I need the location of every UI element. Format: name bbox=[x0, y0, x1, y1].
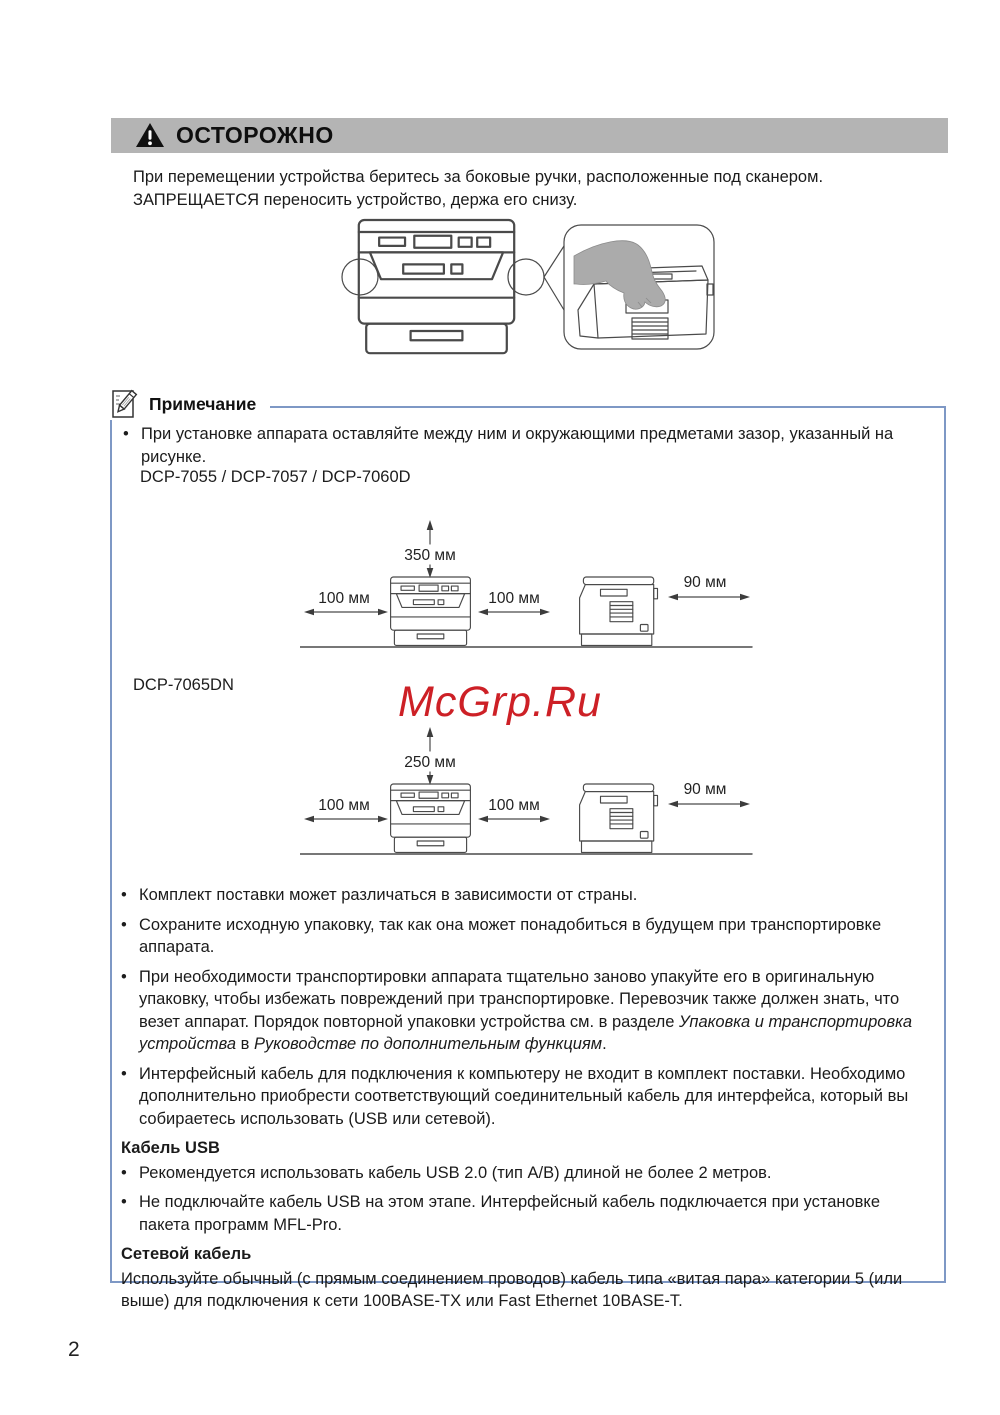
warning-triangle-icon bbox=[135, 122, 165, 149]
bullet-dot: • bbox=[123, 425, 129, 443]
note-title: Примечание bbox=[149, 393, 257, 414]
clearance-diagram-b bbox=[300, 720, 755, 860]
warning-line-1: При перемещении устройства беритесь за боковые ручки, расположенные под сканером. bbox=[133, 168, 824, 186]
network-cable-body: Используйте обычный (с прямым соединением проводов) кабель типа «витая пара» категории 5 (или выше) для подключения к сети 100BASE-TX или Fast Ethernet 10BASE-T. bbox=[121, 1269, 903, 1310]
clearance-diagram-a bbox=[300, 513, 755, 653]
italic-ref-1: Упаковка и транспортировка устройства bbox=[139, 1012, 913, 1053]
clearance-right-label: 100 мм bbox=[488, 797, 540, 814]
clearance-left-label: 100 мм bbox=[318, 590, 370, 607]
clearance-left-label: 100 мм bbox=[318, 797, 370, 814]
model-list-a: DCP-7055 / DCP-7057 / DCP-7060D bbox=[140, 468, 411, 486]
list-item-text: При необходимости транспортировки аппарата тщательно заново упакуйте его в оригинальную упаковку, чтобы избежать повреждений при транспортировке. Перевозчик также должен знать, что везет аппарат. Порядок повторной упаковки устройства см. в разделе Упаковка и транспортировка устройства в Руководстве по дополнительным функциям. bbox=[139, 967, 913, 1053]
list-item-text: Интерфейсный кабель для подключения к компьютеру не входит в комплект поставки. Необходимо дополнительно приобрести соответствующий соединительный кабель для интерфейса, который вы собираетесь использовать (USB или сетевой). bbox=[139, 1064, 909, 1128]
clearance-bullet-text: При установке аппарата оставляйте между ним и окружающими предметами зазор, указанный на рисунке. bbox=[141, 425, 894, 466]
page-number: 2 bbox=[68, 1338, 80, 1361]
list-item: • Интерфейсный кабель для подключения к компьютеру не входит в комплект поставки. Необходимо дополнительно приобрести соответствующий соединительный кабель для интерфейса, который вы собираетесь использовать (USB или сетевой). bbox=[121, 1063, 935, 1131]
list-item-text: Сохраните исходную упаковку, так как она может понадобиться в будущем при транспортировке аппарата. bbox=[139, 915, 882, 956]
watermark: McGrp.Ru bbox=[398, 678, 602, 726]
clearance-top-label: 350 мм bbox=[404, 547, 456, 564]
usb-cable-heading: Кабель USB bbox=[121, 1139, 220, 1157]
clearance-right-label: 100 мм bbox=[488, 590, 540, 607]
clearance-side-label: 90 мм bbox=[683, 574, 727, 591]
hand-illustration bbox=[574, 241, 665, 309]
list-item: • Сохраните исходную упаковку, так как она может понадобиться в будущем при транспортировке аппарата. bbox=[121, 914, 935, 959]
warning-header bbox=[111, 118, 948, 153]
network-cable-heading: Сетевой кабель bbox=[121, 1245, 252, 1263]
warning-text bbox=[133, 166, 933, 212]
italic-ref-2: Руководстве по дополнительным функциям bbox=[253, 1035, 603, 1053]
list-item: • Рекомендуется использовать кабель USB 2.0 (тип A/B) длиной не более 2 метров. bbox=[121, 1162, 935, 1185]
clearance-top-label: 250 мм bbox=[404, 754, 456, 771]
clearance-bullet bbox=[123, 423, 935, 468]
note-memo-icon bbox=[110, 389, 140, 419]
list-item-transport: • При необходимости транспортировки аппарата тщательно заново упакуйте его в оригинальную упаковку, чтобы избежать повреждений при транспортировке. Перевозчик также должен знать, что везет аппарат. Порядок повторной упаковки устройства см. в разделе Упаковка и транспортировка устройства в Руководстве по дополнительным функциям. bbox=[121, 966, 935, 1056]
printer-carry-illustration bbox=[330, 214, 750, 366]
model-label-b: DCP-7065DN bbox=[133, 676, 234, 694]
note-section-header bbox=[110, 388, 270, 420]
list-item: • Комплект поставки может различаться в зависимости от страны. bbox=[121, 884, 935, 907]
clearance-side-label: 90 мм bbox=[683, 781, 727, 798]
warning-line-2: ЗАПРЕЩАЕТСЯ переносить устройство, держа его снизу. bbox=[133, 191, 578, 209]
list-item-text: Комплект поставки может различаться в зависимости от страны. bbox=[139, 886, 638, 904]
handle-circle-left bbox=[342, 259, 378, 295]
list-item-text: Рекомендуется использовать кабель USB 2.0 (тип A/B) длиной не более 2 метров. bbox=[139, 1163, 772, 1182]
list-item: • Не подключайте кабель USB на этом этапе. Интерфейсный кабель подключается при установке пакета программ MFL-Pro. bbox=[121, 1191, 935, 1236]
list-item-text: Не подключайте кабель USB на этом этапе. Интерфейсный кабель подключается при установке пакета программ MFL-Pro. bbox=[139, 1193, 881, 1234]
note-list bbox=[121, 884, 935, 1313]
warning-title: ОСТОРОЖНО bbox=[176, 122, 334, 148]
